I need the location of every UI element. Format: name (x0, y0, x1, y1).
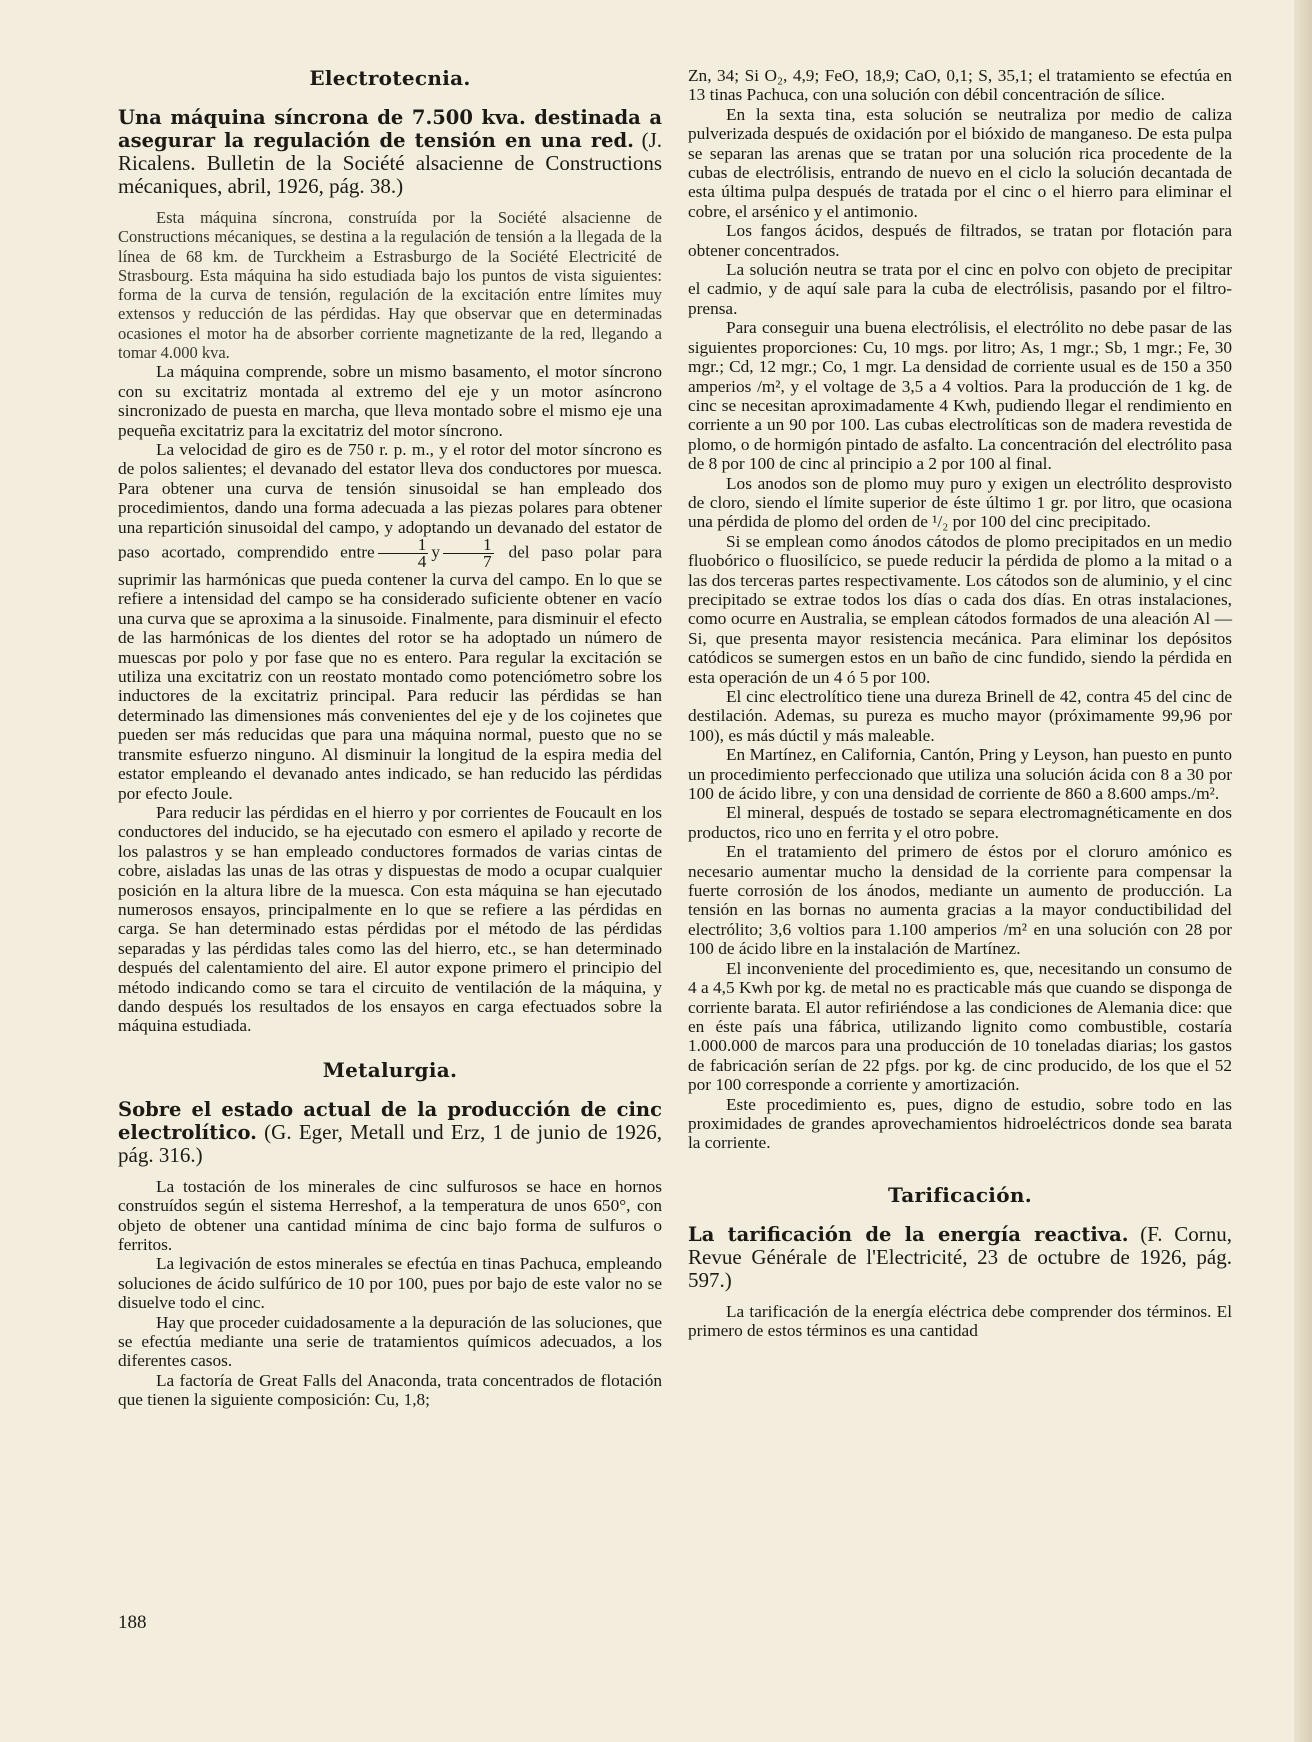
right-column (688, 66, 1232, 1341)
paragraph: La tostación de los minerales de cinc sulfurosos se hace en hornos construídos según el sistema Herreshof, a la temperatura de unos 650°, con objeto de obtener una cantidad mínima de cinc bajo forma de sulfuros o ferritos. (118, 1176, 662, 1254)
paragraph-text: La velocidad de giro es de 750 r. p. m., y el rotor del motor síncrono es de polos salientes; el devanado del estator lleva dos conductores por muesca. Para obtener una curva de tensión sinusoidal se han empleado dos procedimientos, dando una forma adecuada a las piezas polares para obtener una repartición sinusoidal del campo, y adoptando un devanado del estator de paso acortado, comprendido entre (118, 440, 662, 562)
fraction-one-seventh: $\frac{1}{7}$ (443, 537, 494, 570)
paragraph: El inconveniente del procedimiento es, que, necesitando un consumo de 4 a 4,5 Kwh por kg. de metal no es practicable más que cuando se disponga de corriente barata. El autor refiriéndose a las condiciones de Alemania dice: que en éste país una fábrica, utilizando lignito como combustible, costaría 1.000.000 de marcos para una producción de 10 toneladas diarias; los gastos de fabricación serían de 22 pfgs. por kg. de cinc producido, de los que el 52 por 100 corresponde a corriente y amortización. (688, 958, 1232, 1095)
paragraph: La tarificación de la energía eléctrica debe comprender dos términos. El primero de estos términos es una cantidad (688, 1301, 1232, 1341)
paragraph: Si se emplean como ánodos cátodos de plomo precipitados en un medio fluobórico o fluosilícico, se puede reducir la pérdida de plomo a la mitad o a las dos terceras partes respectivamente. Los cátodos son de aluminio, y el cinc precipitado se extrae todos los días o cada dos días. En otras instalaciones, como ocurre en Australia, se emplean cátodos formados de una aleación Al — Si, que presenta mayor resistencia mecánica. Para eliminar los depósitos catódicos se sumergen estos en un baño de cinc fundido, siendo la pérdida en esta operación de un 4 ó 5 por 100. (688, 531, 1232, 687)
fraction-one-quarter: $\frac{1}{4}$ (378, 537, 429, 570)
paragraph: Zn, 34; Si O₂, 4,9; FeO, 18,9; CaO, 0,1; S, 35,1; el tratamiento se efectúa en 13 tinas Pachuca, con una solución con débil concentración de sílice. (688, 66, 1232, 105)
fraction-connector: y (431, 542, 440, 562)
article-heading-energia-reactiva (688, 1223, 1232, 1292)
article-title: La tarificación de la energía reactiva. (688, 1222, 1129, 1246)
paragraph-text: del paso polar para suprimir las harmónicas que pueda contener la curva del campo. En lo que se refiere a intensidad del campo se ha considerado suficiente obtener en vacío una curva que se aproxima a la sinusoide. Finalmente, para disminuir el efecto de las harmónicas de los dientes del rotor se ha adoptado un número de muescas por polo y por fase que no es entero. Para regular la excitación se utiliza una excitatriz con un reostato montado como potenciómetro sobre los inductores de la excitatriz principal. Para reducir las pérdidas se han determinado las dimensiones más convenientes del eje y de los cojinetes que pueden ser más reducidas que para una máquina normal, puesto que no se transmite esfuerzo ninguno. Al disminuir la longitud de la espira media del estator empleando el devanado antes indicado, se han reducido las pérdidas por efecto Joule. (118, 542, 662, 803)
article-intro: Esta máquina síncrona, construída por la Société alsacienne de Constructions mécaniques, se destina a la regulación de tensión a la llegada de la línea de 68 km. de Turckheim a Estrasburgo de la Société Electricité de Strasbourg. Esta máquina ha sido estudiada bajo los puntos de vista siguientes: forma de la curva de tensión, regulación de la excitación entre límites muy extensos y reducción de las pérdidas. Hay que observar que en determinadas ocasiones el motor ha de absorber corriente magnetizante de la red, llegando a tomar 4.000 kva. (118, 208, 662, 363)
paragraph: En el tratamiento del primero de éstos por el cloruro amónico es necesario aumentar mucho la densidad de la corriente para compensar la fuerte corrosión de los ánodos, mediante un aumento de producción. La tensión en las bornas no aumenta gracias a la mayor conductibilidad del electrólito; 3,6 voltios para 1.100 amperios /m² en una solución con 28 por 100 de ácido libre en la instalación de Martínez. (688, 842, 1232, 959)
page-edge (1294, 0, 1312, 1742)
paragraph: En la sexta tina, esta solución se neutraliza por medio de caliza pulverizada después de oxidación por el bióxido de manganeso. De esta pulpa se separan las arenas que se tratan por una solución rica procedente de la cubas de electrólisis, entrando de nuevo en el ciclo la solución decantada de esta última pulpa después de tratada por el cinc o el hierro para eliminar el cobre, el arsénico y el antimonio. (688, 104, 1232, 221)
section-heading-tarificacion: Tarificación. (888, 1182, 1032, 1207)
page-number: 188 (118, 1612, 147, 1633)
paragraph: La máquina comprende, sobre un mismo basamento, el motor síncrono con su excitatriz montada al extremo del eje y un motor asíncrono sincronizado de puesta en marcha, que lleva montado sobre el mismo eje una pequeña excitatriz para la excitatriz del motor síncrono. (118, 362, 662, 440)
paragraph: La solución neutra se trata por el cinc en polvo con objeto de precipitar el cadmio, y de aquí sale para la cuba de electrólisis, pasando por el filtro-prensa. (688, 260, 1232, 318)
paragraph-with-fraction (118, 440, 662, 803)
paragraph: La factoría de Great Falls del Anaconda, trata concentrados de flotación que tienen la siguiente composición: Cu, 1,8; (118, 1370, 662, 1410)
paragraph: Este procedimiento es, pues, digno de estudio, sobre todo en las proximidades de grandes aprovechamientos hidroeléctricos donde sea barata la corriente. (688, 1094, 1232, 1153)
paragraph: Para conseguir una buena electrólisis, el electrólito no debe pasar de las siguientes proporciones: Cu, 10 mgs. por litro; As, 1 mgr.; Sb, 1 mgr.; Fe, 30 mgr.; Cd, 12 mgr.; Co, 1 mgr. La densidad de corriente usual es de 150 a 350 amperios /m², y el voltage de 3,5 a 4 voltios. Para la producción de 1 kg. de cinc se necesitan aproximadamente 4 Kwh, pudiendo llegar el rendimiento en corriente a un 90 por 100. Las cubas electrolíticas son de madera revestida de plomo, o de hormigón pintado de asfalto. La concentración del electrólito pasa de 8 por 100 de cinc al principio a 2 por 100 al final. (688, 318, 1232, 474)
paragraph: En Martínez, en California, Cantón, Pring y Leyson, han puesto en punto un procedimiento perfeccionado que utiliza una solución ácida con 8 a 30 por 100 de ácido libre, y con una densidad de corriente de 860 a 8.600 amps./m². (688, 745, 1232, 804)
paragraph: Hay que proceder cuidadosamente a la depuración de las soluciones, que se efectúa mediante una serie de tratamientos químicos adecuados, a los diferentes casos. (118, 1312, 662, 1371)
article-title: Sobre el estado actual de la producción de cinc electrolítico. (118, 1097, 662, 1144)
paragraph: La legivación de estos minerales se efectúa en tinas Pachuca, empleando soluciones de ácido sulfúrico de 10 por 100, pues por bajo de este valor no se disuelve todo el cinc. (118, 1254, 662, 1313)
paragraph: El cinc electrolítico tiene una dureza Brinell de 42, contra 45 del cinc de destilación. Ademas, su pureza es mucho mayor (próximamente 99,96 por 100), es más dúctil y más maleable. (688, 687, 1232, 745)
section-heading-electrotecnia: Electrotecnia. (309, 66, 471, 90)
paragraph: Para reducir las pérdidas en el hierro y por corrientes de Foucault en los conductores del inducido, se ha ejecutado con esmero el apilado y recorte de los palastros y se han empleado conductores formados de varias cintas de cobre, aisladas las unas de las otras y dispuestas de modo a ocupar cualquier posición en la altura libre de la muesca. Con esta máquina se han ejecutado numerosos ensayos, principalmente en lo que se refiere a las pérdidas en carga. Se han determinado estas pérdidas por el método de las pérdidas separadas y las pérdidas tales como las del hierro, etc., se han determinado después del calentamiento del aire. El autor expone primero el principio del método indicando como se tara el circuito de ventilación de la máquina, y dando después los resultados de los ensayos en carga efectuados sobre la máquina estudiada. (118, 802, 662, 1036)
paragraph: Los anodos son de plomo muy puro y exigen un electrólito desprovisto de cloro, siendo el límite superior de éste último 1 gr. por litro, que ocasiona una pérdida de plomo del orden de ¹/₂ por 100 del cinc precipitado. (688, 473, 1232, 532)
article-source: (F. Cornu, Revue Générale de l'Electricité, 23 de octubre de 1926, pág. 597.) (688, 1221, 1232, 1292)
paragraph: El mineral, después de tostado se separa electromagnéticamente en dos productos, rico uno en ferrita y el otro pobre. (688, 803, 1232, 842)
article-title: Una máquina síncrona de 7.500 kva. destinada a asegurar la regulación de tensión en una red. (118, 106, 662, 152)
article-heading-maquina-sincrona (118, 106, 662, 198)
article-source: (G. Eger, Metall und Erz, 1 de junio de 1926, pág. 316.) (118, 1119, 662, 1167)
paragraph: Los fangos ácidos, después de filtrados, se tratan por flotación para obtener concentrados. (688, 221, 1232, 260)
left-column (118, 66, 662, 1410)
article-heading-cinc-electrolitico (118, 1098, 662, 1167)
article-source: (J. Ricalens. Bulletin de la Société alsacienne de Constructions mécaniques, abril, 1926, pág. 38.) (118, 128, 662, 198)
section-heading-metalurgia: Metalurgia. (322, 1057, 458, 1082)
